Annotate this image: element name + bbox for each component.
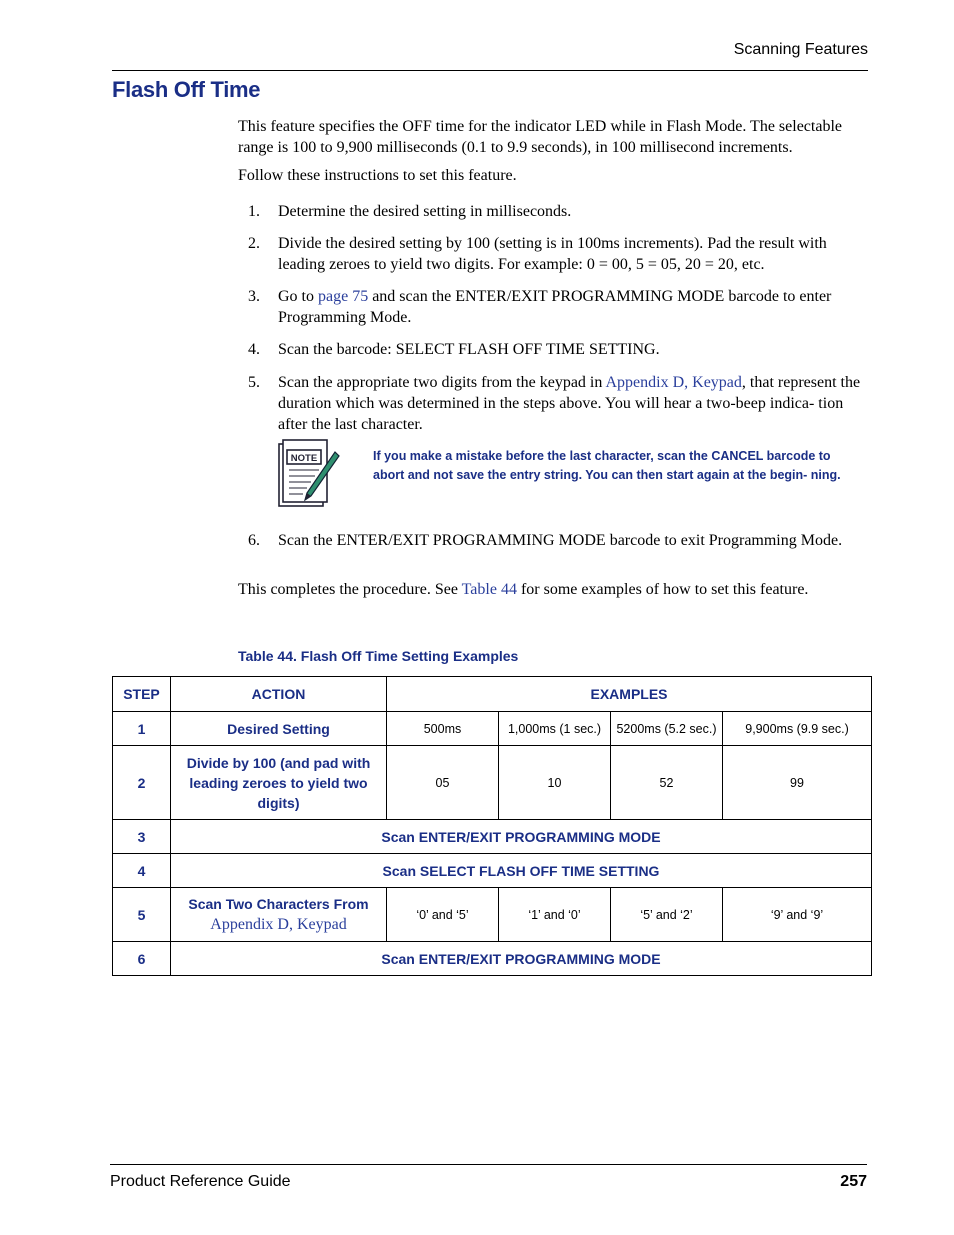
step-number: 1. [248,203,260,220]
table-row [113,746,872,820]
step-text-pre: Scan the appropriate two digits from the keypad in [278,374,606,391]
step-cell: 5 [113,888,171,942]
example-cell: 52 [611,746,723,820]
closing-paragraph [238,579,868,600]
step-cell: 1 [113,712,171,746]
closing-post: for some examples of how to set this feature. [516,581,809,598]
step-text: Scan the barcode: SELECT FLASH OFF TIME SETTING. [278,341,660,358]
step-cell: 4 [113,854,171,888]
header-step: STEP [113,677,171,712]
example-cell: 1,000ms (1 sec.) [499,712,611,746]
guide-title: Product Reference Guide [110,1173,291,1190]
action-span-cell: Scan ENTER/EXIT PROGRAMMING MODE [171,942,872,976]
action-cell [171,888,387,942]
example-cell: ‘9’ and ‘9’ [723,888,872,942]
header-action: ACTION [171,677,387,712]
action-cell: Divide by 100 (and pad with leading zeroes to yield two digits) [171,746,387,820]
step-text [278,286,868,328]
step-cell: 6 [113,942,171,976]
action-text: Scan Two Characters From [188,896,369,912]
page-number: 257 [840,1173,867,1190]
settings-table [112,676,872,976]
action-span-cell: Scan ENTER/EXIT PROGRAMMING MODE [171,820,872,854]
step-number: 2. [248,235,260,252]
note-text: If you make a mistake before the last character, scan the CANCEL barcode to abort and not save the entry string. You can then start again at the begin- ning. [373,449,841,482]
example-cell: 10 [499,746,611,820]
table-row [113,820,872,854]
action-span-cell: Scan SELECT FLASH OFF TIME SETTING [171,854,872,888]
example-cell: 99 [723,746,872,820]
page-header [112,40,868,71]
step-text-pre: Go to [278,288,318,305]
example-cell: ‘1’ and ‘0’ [499,888,611,942]
table-row [113,854,872,888]
table-header-row [113,677,872,712]
intro-paragraph: This feature specifies the OFF time for the indicator LED while in Flash Mode. The selectable range is 100 to 9,900 milliseconds (0.1 to 9.9 seconds), in 100 millisecond increments. [238,118,842,156]
page-footer [110,1164,867,1190]
step-number: 6. [248,532,260,549]
table-row [113,888,872,942]
page-title: Flash Off Time [112,77,261,102]
note-icon-label: NOTE [290,453,318,464]
table-row [113,712,872,746]
example-cell: 500ms [387,712,499,746]
step-number: 5. [248,374,260,391]
step-text: Scan the ENTER/EXIT PROGRAMMING MODE barcode to exit Programming Mode. [278,532,843,549]
step-cell: 3 [113,820,171,854]
instructions-lead: Follow these instructions to set this feature. [238,167,517,184]
table-row [113,942,872,976]
step-number: 4. [248,341,260,358]
step-text [278,372,868,435]
example-cell: ‘0’ and ‘5’ [387,888,499,942]
example-cell: 05 [387,746,499,820]
section-title: Scanning Features [733,41,868,58]
step-text-post: , that represent the duration which was determined in the steps above. You will hear a two-beep indica- tion after the last character. [278,374,861,433]
appendix-d-keypad-link[interactable]: Appendix D, Keypad [210,916,347,933]
page-75-link[interactable]: page 75 [318,288,369,305]
table-caption: Table 44. Flash Off Time Setting Examples [238,648,519,664]
note-icon [275,438,341,510]
example-cell: 5200ms (5.2 sec.) [611,712,723,746]
action-cell: Desired Setting [171,712,387,746]
step-text: Divide the desired setting by 100 (setting is in 100ms increments). Pad the result with leading zeroes to yield two digits. For example: 0 = 00, 5 = 05, 20 = 20, etc. [278,235,827,273]
table-44-link[interactable]: Table 44 [461,581,517,598]
closing-pre: This completes the procedure. See [238,581,462,598]
step-text: Determine the desired setting in milliseconds. [278,203,572,220]
step-text-post: and scan the ENTER/EXIT PROGRAMMING MODE barcode to enter Programming Mode. [278,288,832,326]
step-number: 3. [248,288,260,305]
example-cell: 9,900ms (9.9 sec.) [723,712,872,746]
appendix-d-keypad-link[interactable]: Appendix D, Keypad [605,374,742,391]
example-cell: ‘5’ and ‘2’ [611,888,723,942]
header-examples: EXAMPLES [387,677,872,712]
step-cell: 2 [113,746,171,820]
